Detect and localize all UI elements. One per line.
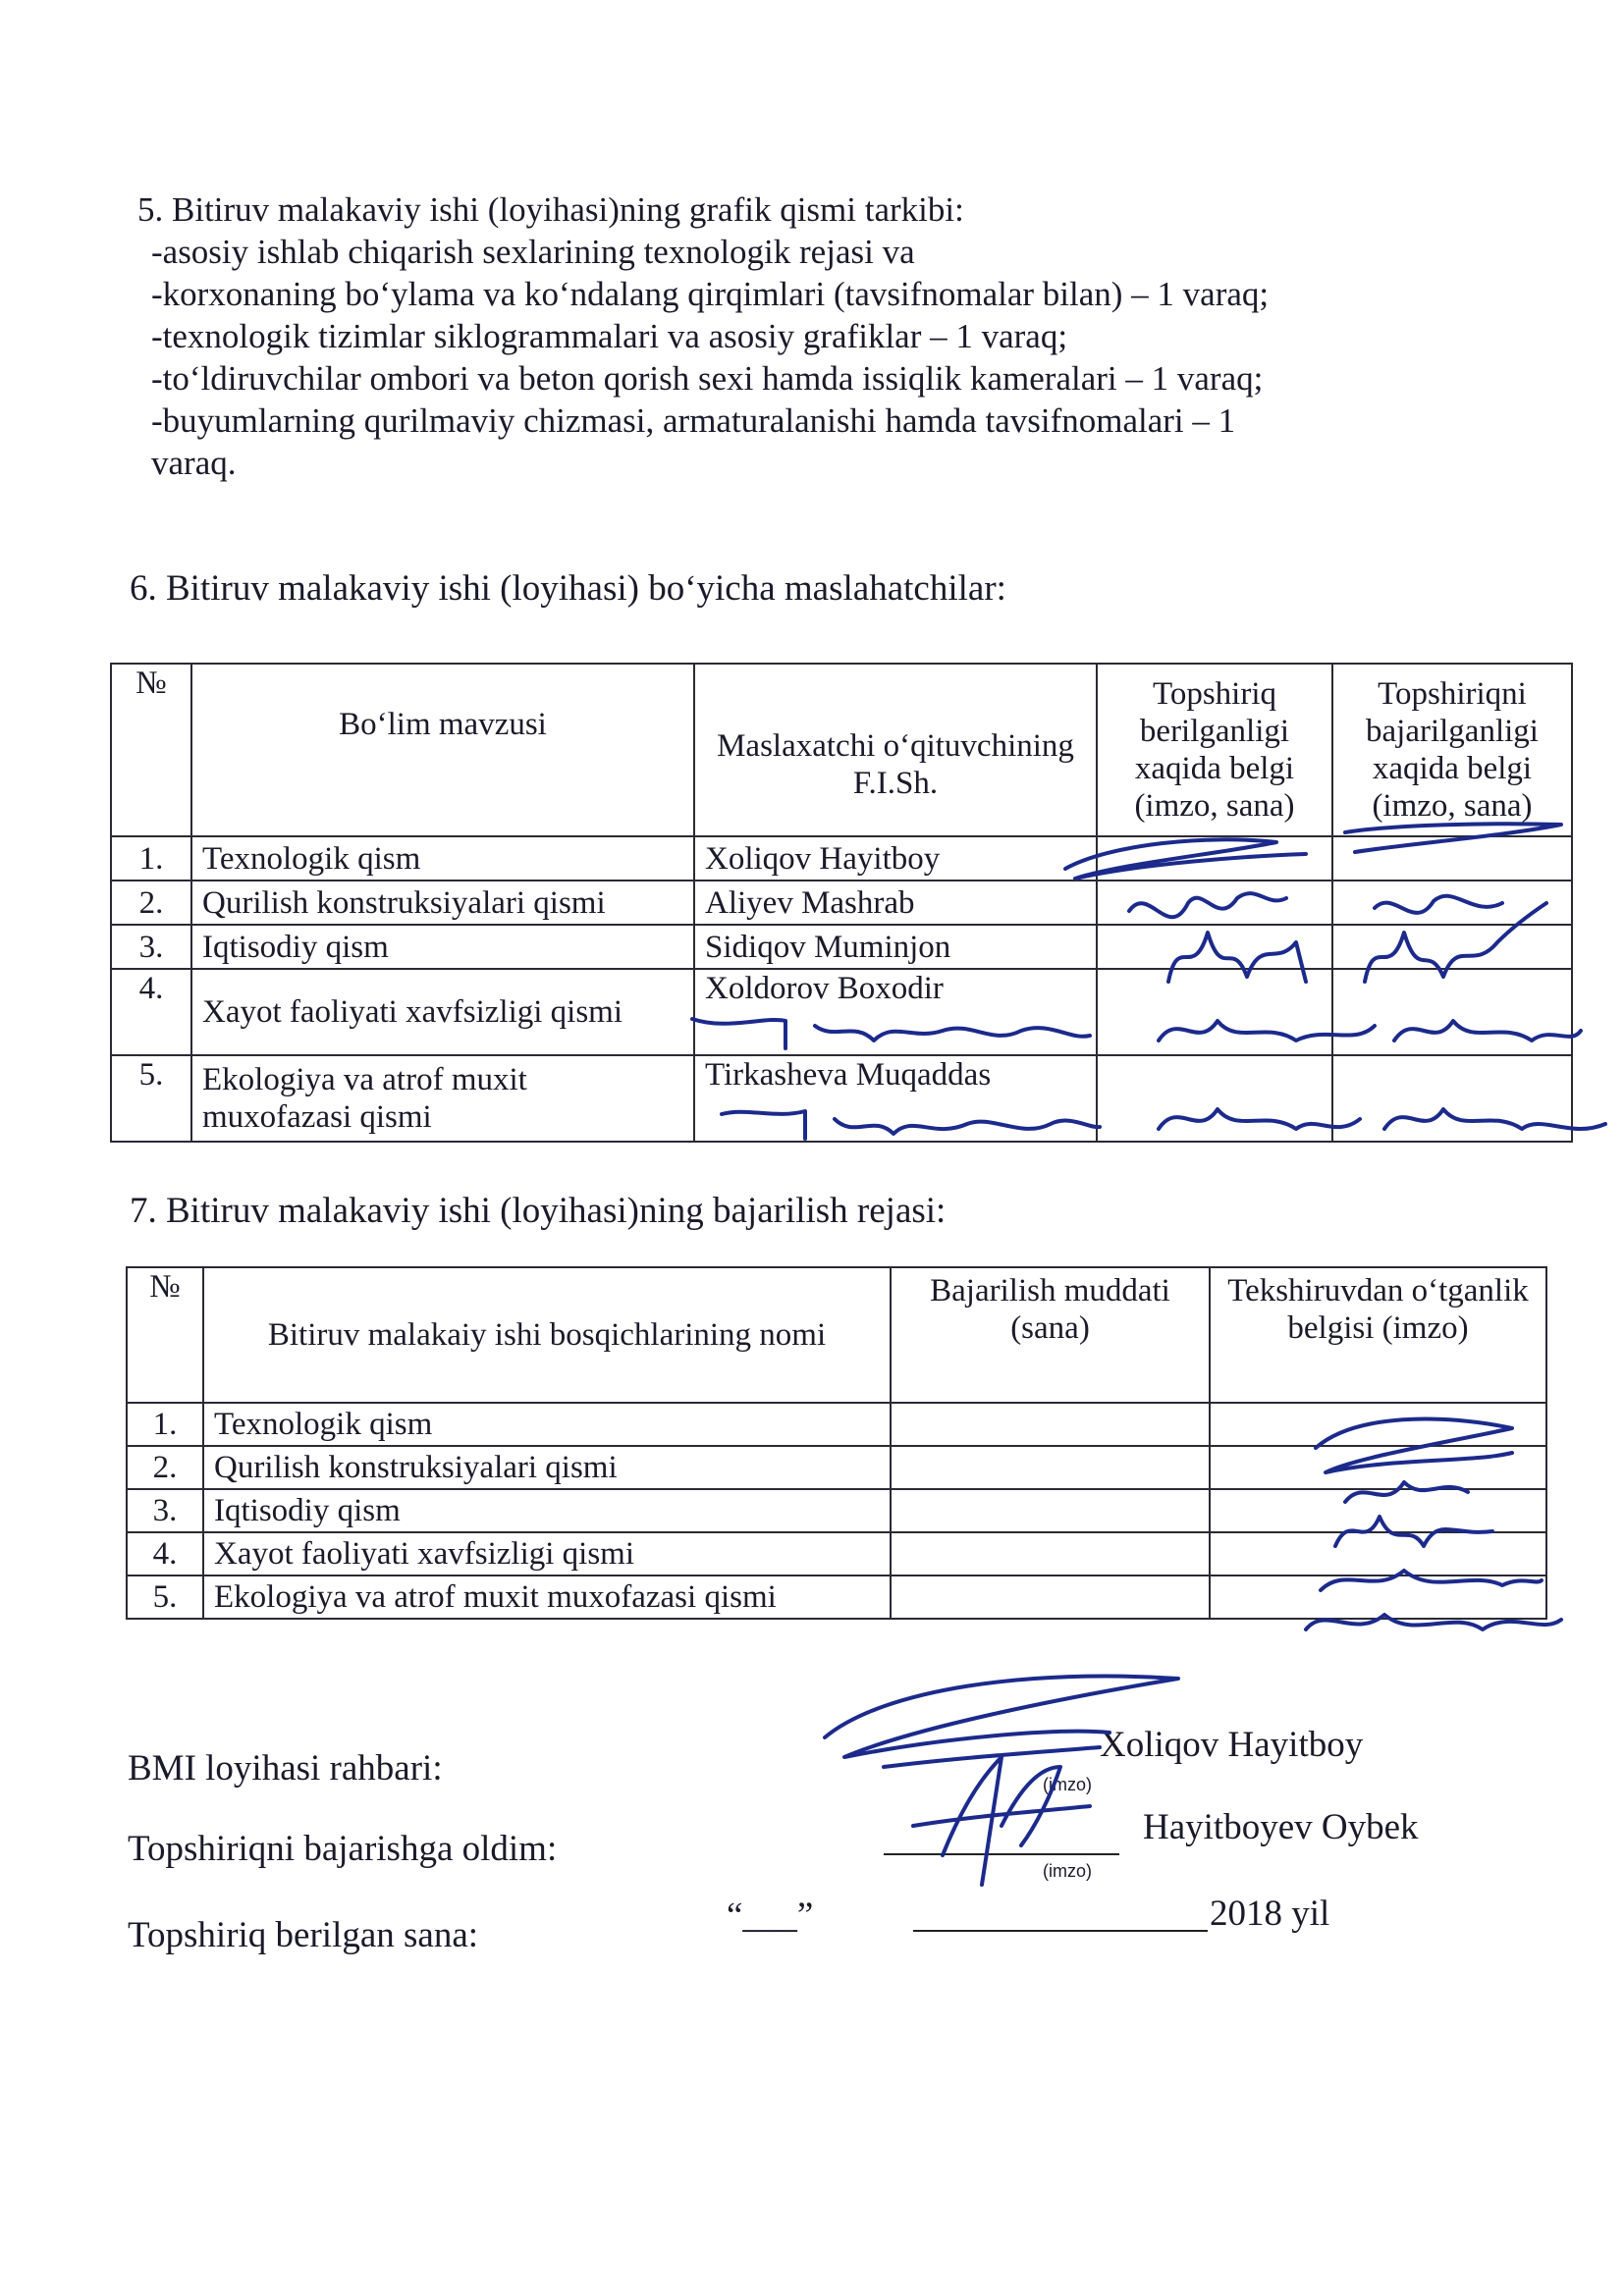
header-deadline: Bajarilish muddati (sana) — [891, 1267, 1210, 1403]
row-number: 3. — [127, 1489, 203, 1532]
advisors-table — [110, 663, 1573, 1143]
signature-cell — [1332, 836, 1572, 881]
signature-cell — [1332, 925, 1572, 969]
date-day-blank: “___” — [727, 1896, 814, 1936]
supervisor-label: BMI loyihasi rahbari: — [128, 1748, 443, 1789]
row-number: 3. — [111, 925, 191, 969]
signature-cell — [1210, 1489, 1546, 1532]
deadline-cell — [891, 1489, 1210, 1532]
signature-cell — [1097, 969, 1332, 1055]
row-stage: Texnologik qism — [203, 1403, 891, 1446]
signature-cell — [1210, 1403, 1546, 1446]
section-5-item: -buyumlarning qurilmaviy chizmasi, armaturalanishi hamda tavsifnomalari – 1 — [151, 401, 1236, 440]
signature-cell — [1210, 1575, 1546, 1619]
accepted-label: Topshiriqni bajarishga oldim: — [128, 1829, 558, 1869]
accepted-name: Hayitboyev Oybek — [1143, 1807, 1419, 1847]
header-advisor: Maslaxatchi o‘qituvchining F.I.Sh. — [694, 664, 1097, 836]
table-row — [111, 969, 1572, 1055]
header-check: Tekshiruvdan o‘tganlik belgisi (imzo) — [1210, 1267, 1546, 1403]
signature-cell — [1097, 925, 1332, 969]
table-row — [111, 881, 1572, 925]
row-number: 5. — [111, 1055, 191, 1142]
signature-cell — [1332, 881, 1572, 925]
row-advisor: Sidiqov Muminjon — [694, 925, 1097, 969]
row-number: 1. — [111, 836, 191, 881]
table-row — [127, 1403, 1546, 1446]
row-advisor: Xoldorov Boxodir — [694, 969, 1097, 1055]
date-month-line — [913, 1930, 1208, 1932]
signature-line — [884, 1853, 1119, 1855]
table-row — [111, 1055, 1572, 1142]
header-given: Topshiriq berilganligi xaqida belgi (imzo, sana) — [1097, 664, 1332, 836]
table-row — [127, 1575, 1546, 1619]
row-stage: Ekologiya va atrof muxit muxofazasi qismi — [203, 1575, 891, 1619]
row-advisor: Tirkasheva Muqaddas — [694, 1055, 1097, 1142]
table-row — [111, 836, 1572, 881]
row-stage: Xayot faoliyati xavfsizligi qismi — [203, 1532, 891, 1575]
section-5-item: -texnologik tizimlar siklogrammalari va asosiy grafiklar – 1 varaq; — [151, 317, 1068, 355]
header-number: № — [111, 664, 191, 836]
row-number: 4. — [111, 969, 191, 1055]
section-5-title: 5. Bitiruv malakaviy ishi (loyihasi)ning grafik qismi tarkibi: — [137, 190, 964, 229]
row-stage: Qurilish konstruksiyalari qismi — [203, 1446, 891, 1489]
deadline-cell — [891, 1403, 1210, 1446]
row-number: 2. — [127, 1446, 203, 1489]
supervisor-name: Xoliqov Hayitboy — [1100, 1725, 1364, 1765]
deadline-cell — [891, 1575, 1210, 1619]
date-year: 2018 yil — [1210, 1894, 1330, 1934]
header-done: Topshiriqni bajarilganligi xaqida belgi (imzo, sana) — [1332, 664, 1572, 836]
deadline-cell — [891, 1532, 1210, 1575]
row-number: 5. — [127, 1575, 203, 1619]
section-5-item: -asosiy ishlab chiqarish sexlarining texnologik rejasi va — [151, 233, 915, 271]
signature-cell — [1097, 836, 1332, 881]
row-advisor: Xoliqov Hayitboy — [694, 836, 1097, 881]
row-topic: Qurilish konstruksiyalari qismi — [191, 881, 694, 925]
plan-table — [126, 1266, 1547, 1620]
table-row — [127, 1489, 1546, 1532]
section-5-item: -korxonaning bo‘ylama va ko‘ndalang qirqimlari (tavsifnomalar bilan) – 1 varaq; — [151, 275, 1270, 313]
header-topic: Bo‘lim mavzusi — [191, 664, 694, 836]
section-5-item: varaq. — [151, 444, 237, 482]
table-row — [127, 1532, 1546, 1575]
signature-cell — [1097, 881, 1332, 925]
deadline-cell — [891, 1446, 1210, 1489]
table-row — [127, 1446, 1546, 1489]
row-topic: Texnologik qism — [191, 836, 694, 881]
signature-cell — [1210, 1532, 1546, 1575]
row-topic: Iqtisodiy qism — [191, 925, 694, 969]
row-number: 2. — [111, 881, 191, 925]
row-topic: Xayot faoliyati xavfsizligi qismi — [191, 969, 694, 1055]
header-number: № — [127, 1267, 203, 1403]
section-7-title: 7. Bitiruv malakaviy ishi (loyihasi)ning bajarilish rejasi: — [130, 1191, 947, 1231]
table-header-row — [127, 1267, 1546, 1403]
signature-cell — [1332, 969, 1572, 1055]
signature-cell — [1210, 1446, 1546, 1489]
row-stage: Iqtisodiy qism — [203, 1489, 891, 1532]
signature-hint: (imzo) — [1043, 1861, 1092, 1881]
signature-cell — [1332, 1055, 1572, 1142]
section-5-item: -to‘ldiruvchilar ombori va beton qorish sexi hamda issiqlik kameralari – 1 varaq; — [151, 359, 1264, 398]
table-row — [111, 925, 1572, 969]
row-number: 1. — [127, 1403, 203, 1446]
signature-cell — [1097, 1055, 1332, 1142]
signature-hint: (imzo) — [1043, 1775, 1092, 1794]
row-number: 4. — [127, 1532, 203, 1575]
section-5 — [137, 188, 1269, 484]
row-topic: Ekologiya va atrof muxit muxofazasi qismi — [191, 1055, 694, 1142]
table-header-row — [111, 664, 1572, 836]
row-advisor: Aliyev Mashrab — [694, 881, 1097, 925]
header-stage: Bitiruv malakaiy ishi bosqichlarining nomi — [203, 1267, 891, 1403]
section-6-title: 6. Bitiruv malakaviy ishi (loyihasi) bo‘yicha maslahatchilar: — [130, 568, 1006, 609]
date-label: Topshiriq berilgan sana: — [128, 1915, 479, 1955]
